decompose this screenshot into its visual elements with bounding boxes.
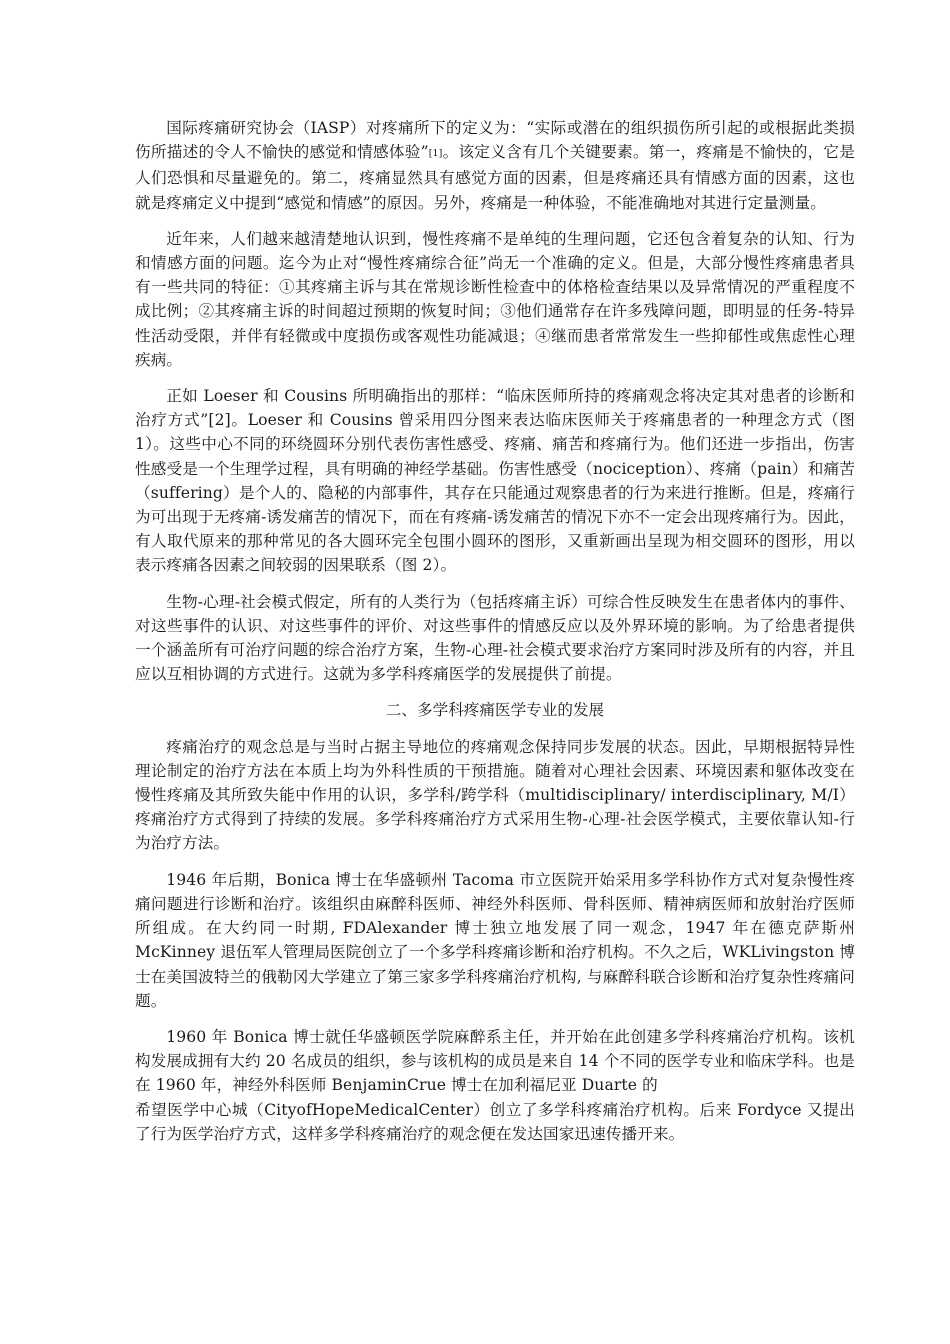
paragraph-pain-definition (135, 116, 855, 215)
paragraph-text: 希望医学中心城（CityofHopeMedicalCenter）创立了多学科疼痛治疗机构。后来 Fordyce 又提出了行为医学治疗方式，这样多学科疼痛治疗的观念便在发达国家迅速传播开来。 (135, 1100, 855, 1143)
citation-marker: [1] (428, 148, 443, 160)
section-heading: 二、多学科疼痛医学专业的发展 (385, 701, 605, 720)
paragraph-biopsychosocial: 生物-心理-社会模式假定，所有的人类行为（包括疼痛主诉）可综合性反映发生在患者体内的事件、对这些事件的认识、对这些事件的评价、对这些事件的情感反应以及外界环境的影响。为了给患者提供一个涵盖所有可治疗问题的综合治疗方案，生物-心理-社会模式要求治疗方案同时涉及所有的内容，并且应以互相协调的方式进行。这就为多学科疼痛医学的发展提供了前提。 (135, 592, 855, 684)
document-page (135, 116, 855, 1158)
paragraph-treatment-concepts: 疼痛治疗的观念总是与当时占据主导地位的疼痛观念保持同步发展的状态。因此，早期根据特异性理论制定的治疗方法在本质上均为外科性质的干预措施。随着对心理社会因素、环境因素和躯体改变在慢性疼痛及其所致失能中作用的认识，多学科/跨学科（multidisciplinary/ interdisciplinary, M/I）疼痛治疗方式得到了持续的发展。多学科疼痛治疗方式采用生物-心理-社会医学模式，主要依靠认知-行为治疗方法。 (135, 737, 855, 853)
paragraph-text: 国际疼痛研究协会（IASP）对疼痛所下的定义为：“实际或潜在的组织损伤所引起的或根据此类损伤所描述的令人不愉快的感觉和情感体验” (135, 119, 855, 162)
paragraph-text: 。该定义含有几个关键要素。第一，疼痛是不愉快的，它是人们恐惧和尽量避免的。第二，疼痛显然具有感觉方面的因素，但是疼痛还具有情感方面的因素，这也就是疼痛定义中提到“感觉和情感”的原因。另外，疼痛是一种体验，不能准确地对其进行定量测量。 (135, 143, 855, 212)
paragraph-chronic-pain: 近年来，人们越来越清楚地认识到，慢性疼痛不是单纯的生理问题，它还包含着复杂的认知、行为和情感方面的问题。迄今为止对“慢性疼痛综合征”尚无一个准确的定义。但是，大部分慢性疼痛患者具有一些共同的特征：①其疼痛主诉与其在常规诊断性检查中的体格检查结果以及异常情况的严重程度不成比例；②其疼痛主诉的时间超过预期的恢复时间；③他们通常存在许多残障问题，即明显的任务-特异性活动受限，并伴有轻微或中度损伤或客观性功能减退；④继而患者常常发生一些抑郁性或焦虑性心理疾病。 (135, 229, 855, 369)
paragraph-bonica-1946: 1946 年后期，Bonica 博士在华盛顿州 Tacoma 市立医院开始采用多学科协作方式对复杂慢性疼痛问题进行诊断和治疗。该组织由麻醉科医师、神经外科医师、骨科医师、精神病医师和放射治疗医师所组成。在大约同一时期, FDAlexander 博士独立地发展了同一观念，1947 年在德克萨斯州 McKinney 退伍军人管理局医院创立了一个多学科疼痛诊断和治疗机构。不久之后，WKLivingston 博士在美国波特兰的俄勒冈大学建立了第三家多学科疼痛治疗机构, 与麻醉科联合诊断和治疗复杂性疼痛问题。 (135, 870, 856, 1010)
paragraph-bonica-1960 (135, 1025, 855, 1146)
paragraph-text: 1960 年 Bonica 博士就任华盛顿医学院麻醉系主任，并开始在此创建多学科疼痛治疗机构。该机构发展成拥有大约 20 名成员的组织，参与该机构的成员是来自 14 个不同的医学专业和临床学科。也是在 1960 年，神经外科医师 BenjaminCrue 博士在加利福尼亚 Duarte 的 (135, 1027, 855, 1095)
paragraph-loeser-cousins: 正如 Loeser 和 Cousins 所明确指出的那样：“临床医师所持的疼痛观念将决定其对患者的诊断和治疗方式”[2]。Loeser 和 Cousins 曾采用四分图来表达临床医师关于疼痛患者的一种理念方式（图 1）。这些中心不同的环绕圆环分别代表伤害性感受、疼痛、痛苦和疼痛行为。他们还进一步指出，伤害性感受是一个生理学过程，具有明确的神经学基础。伤害性感受（nociception）、疼痛（pain）和痛苦（suffering）是个人的、隐秘的内部事件，其存在只能通过观察患者的行为来进行推断。但是，疼痛行为可出现于无疼痛-诱发痛苦的情况下，而在有疼痛-诱发痛苦的情况下亦不一定会出现疼痛行为。因此，有人取代原来的那种常见的各大圆环完全包围小圆环的图形，又重新画出呈现为相交圆环的图形，用以表示疼痛各因素之间较弱的因果联系（图 2）。 (135, 387, 855, 575)
